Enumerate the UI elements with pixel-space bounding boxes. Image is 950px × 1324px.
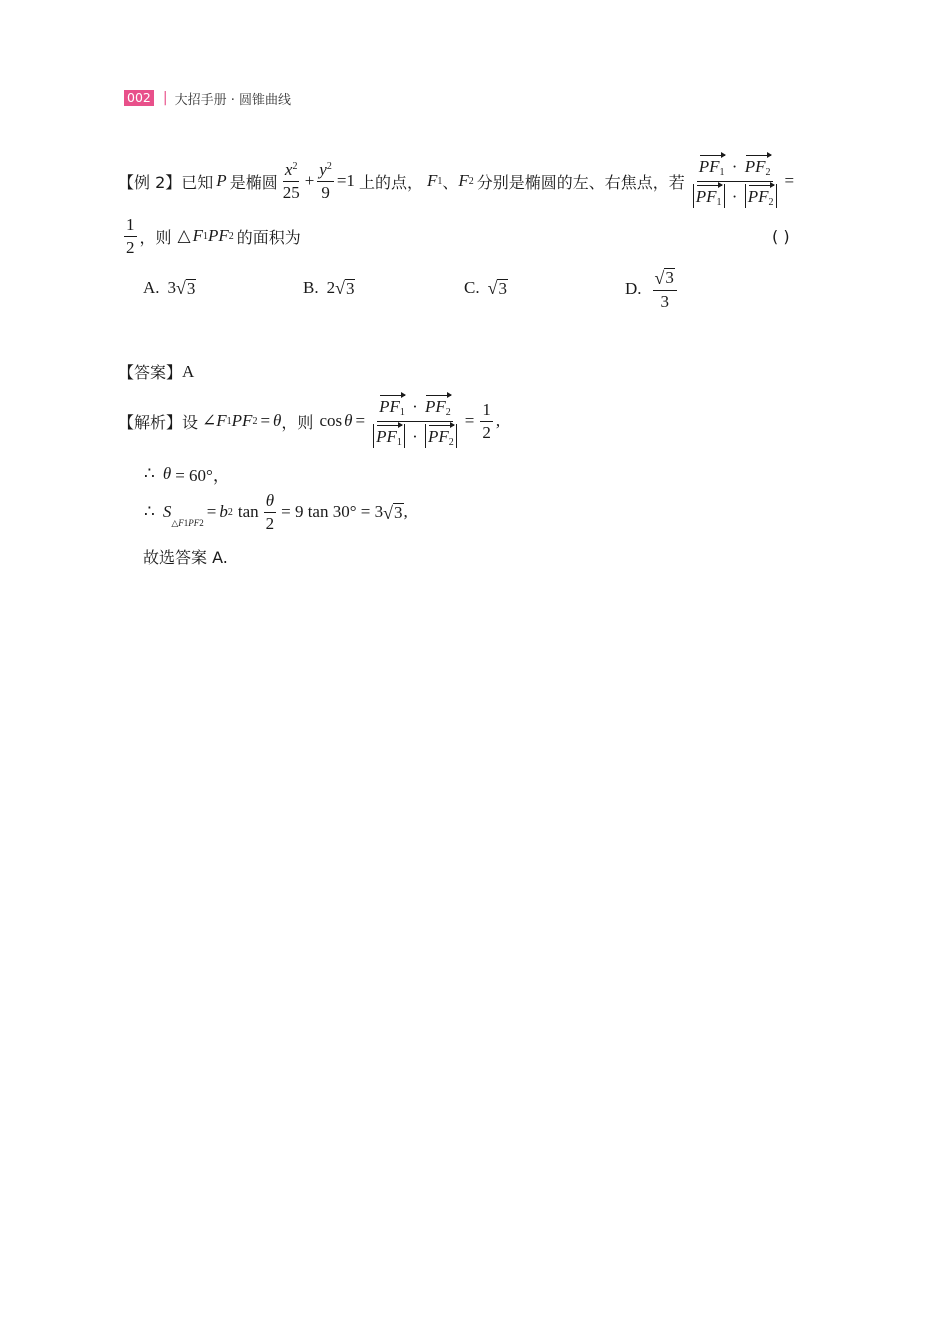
analysis-tag: 【解析】 (118, 412, 183, 432)
analysis-line-3: ∴ S △F1PF2 = b 2 tan $\frac{\theta}{2}$ = 9 tan 30° = 3 √ 3 , (144, 491, 408, 533)
answer-bracket: ( ) (772, 227, 790, 246)
example-line-2: $\frac{1}{2}$ ，则 △ F 1 PF 2 的面积为 (126, 215, 301, 257)
conclusion (143, 545, 228, 568)
answer-line (118, 360, 194, 383)
choice-c: C. √ 3 (464, 278, 507, 299)
vector-ratio-fraction: $\frac{PF_1 \cdot PF_2}{PF_1 \cdot PF_2}$ (691, 154, 779, 208)
analysis-line-1: 【解析】 设 ∠ F 1 PF 2 = θ ， 则 cos θ = $\frac{PF_1 \cdot PF_2}{PF_1 \cdot PF_2}$ = $\frac{1}{2}$ , (118, 394, 500, 448)
theta-over-two: $\frac{\theta}{2}$ (265, 491, 275, 533)
example-line-1: 【例 2】 已知 P 是椭圆 $\frac{x^2}{25}$ + $\frac{y^2}{9}$ =1 上的点， F 1 、 F 2 分别是椭圆的左、右焦点，若 $\frac{PF_1 \cdot PF_2}{PF_1 \cdot PF_2}$ = (118, 154, 794, 208)
example-text: ，则 (139, 227, 172, 247)
answer-value: A (182, 361, 195, 381)
therefore-symbol: ∴ (144, 463, 155, 483)
page-header (124, 89, 291, 107)
choice-a: A. 3 √ 3 (143, 278, 196, 299)
plus-sign: + (304, 171, 315, 190)
example-text: 已知 (181, 172, 214, 192)
fraction-one-half: $\frac{1}{2}$ (126, 215, 135, 257)
book-title: 大招手册 · 圆锥曲线 (174, 92, 291, 108)
analysis-vector-fraction: $\frac{PF_1 \cdot PF_2}{PF_1 \cdot PF_2}$ (371, 394, 459, 448)
example-text: 是椭圆 (229, 172, 278, 192)
conclusion-text: 故选答案 A. (143, 548, 228, 567)
fraction-x2-25: $\frac{x^2}{25}$ (282, 159, 300, 202)
example-tag: 【例 2】 (118, 172, 182, 192)
choice-b: B. 2 √ 3 (303, 278, 355, 299)
header-separator: | (162, 90, 168, 106)
fraction-y2-9: $\frac{y^2}{9}$ (319, 159, 332, 202)
answer-tag: 【答案】 (118, 363, 183, 382)
analysis-line-2: ∴ θ = 60°， (144, 463, 230, 485)
var-F2: F (458, 171, 469, 190)
var-P: P (216, 171, 227, 190)
example-text: 分别是椭圆的左、右焦点，若 (476, 172, 685, 192)
var-F1: F (426, 171, 438, 190)
choice-d: D. √ 3 3 (625, 268, 680, 311)
triangle-symbol: △ (177, 226, 191, 246)
example-text: 、 (442, 172, 459, 192)
page-number: 002 (124, 90, 154, 106)
equals-sign: = (784, 171, 795, 190)
therefore-symbol: ∴ (144, 502, 155, 522)
equals-one: =1 (336, 171, 355, 190)
example-text: 上的点， (358, 172, 423, 192)
analysis-one-half: $\frac{1}{2}$ (482, 399, 491, 442)
example-text: 的面积为 (236, 227, 301, 247)
